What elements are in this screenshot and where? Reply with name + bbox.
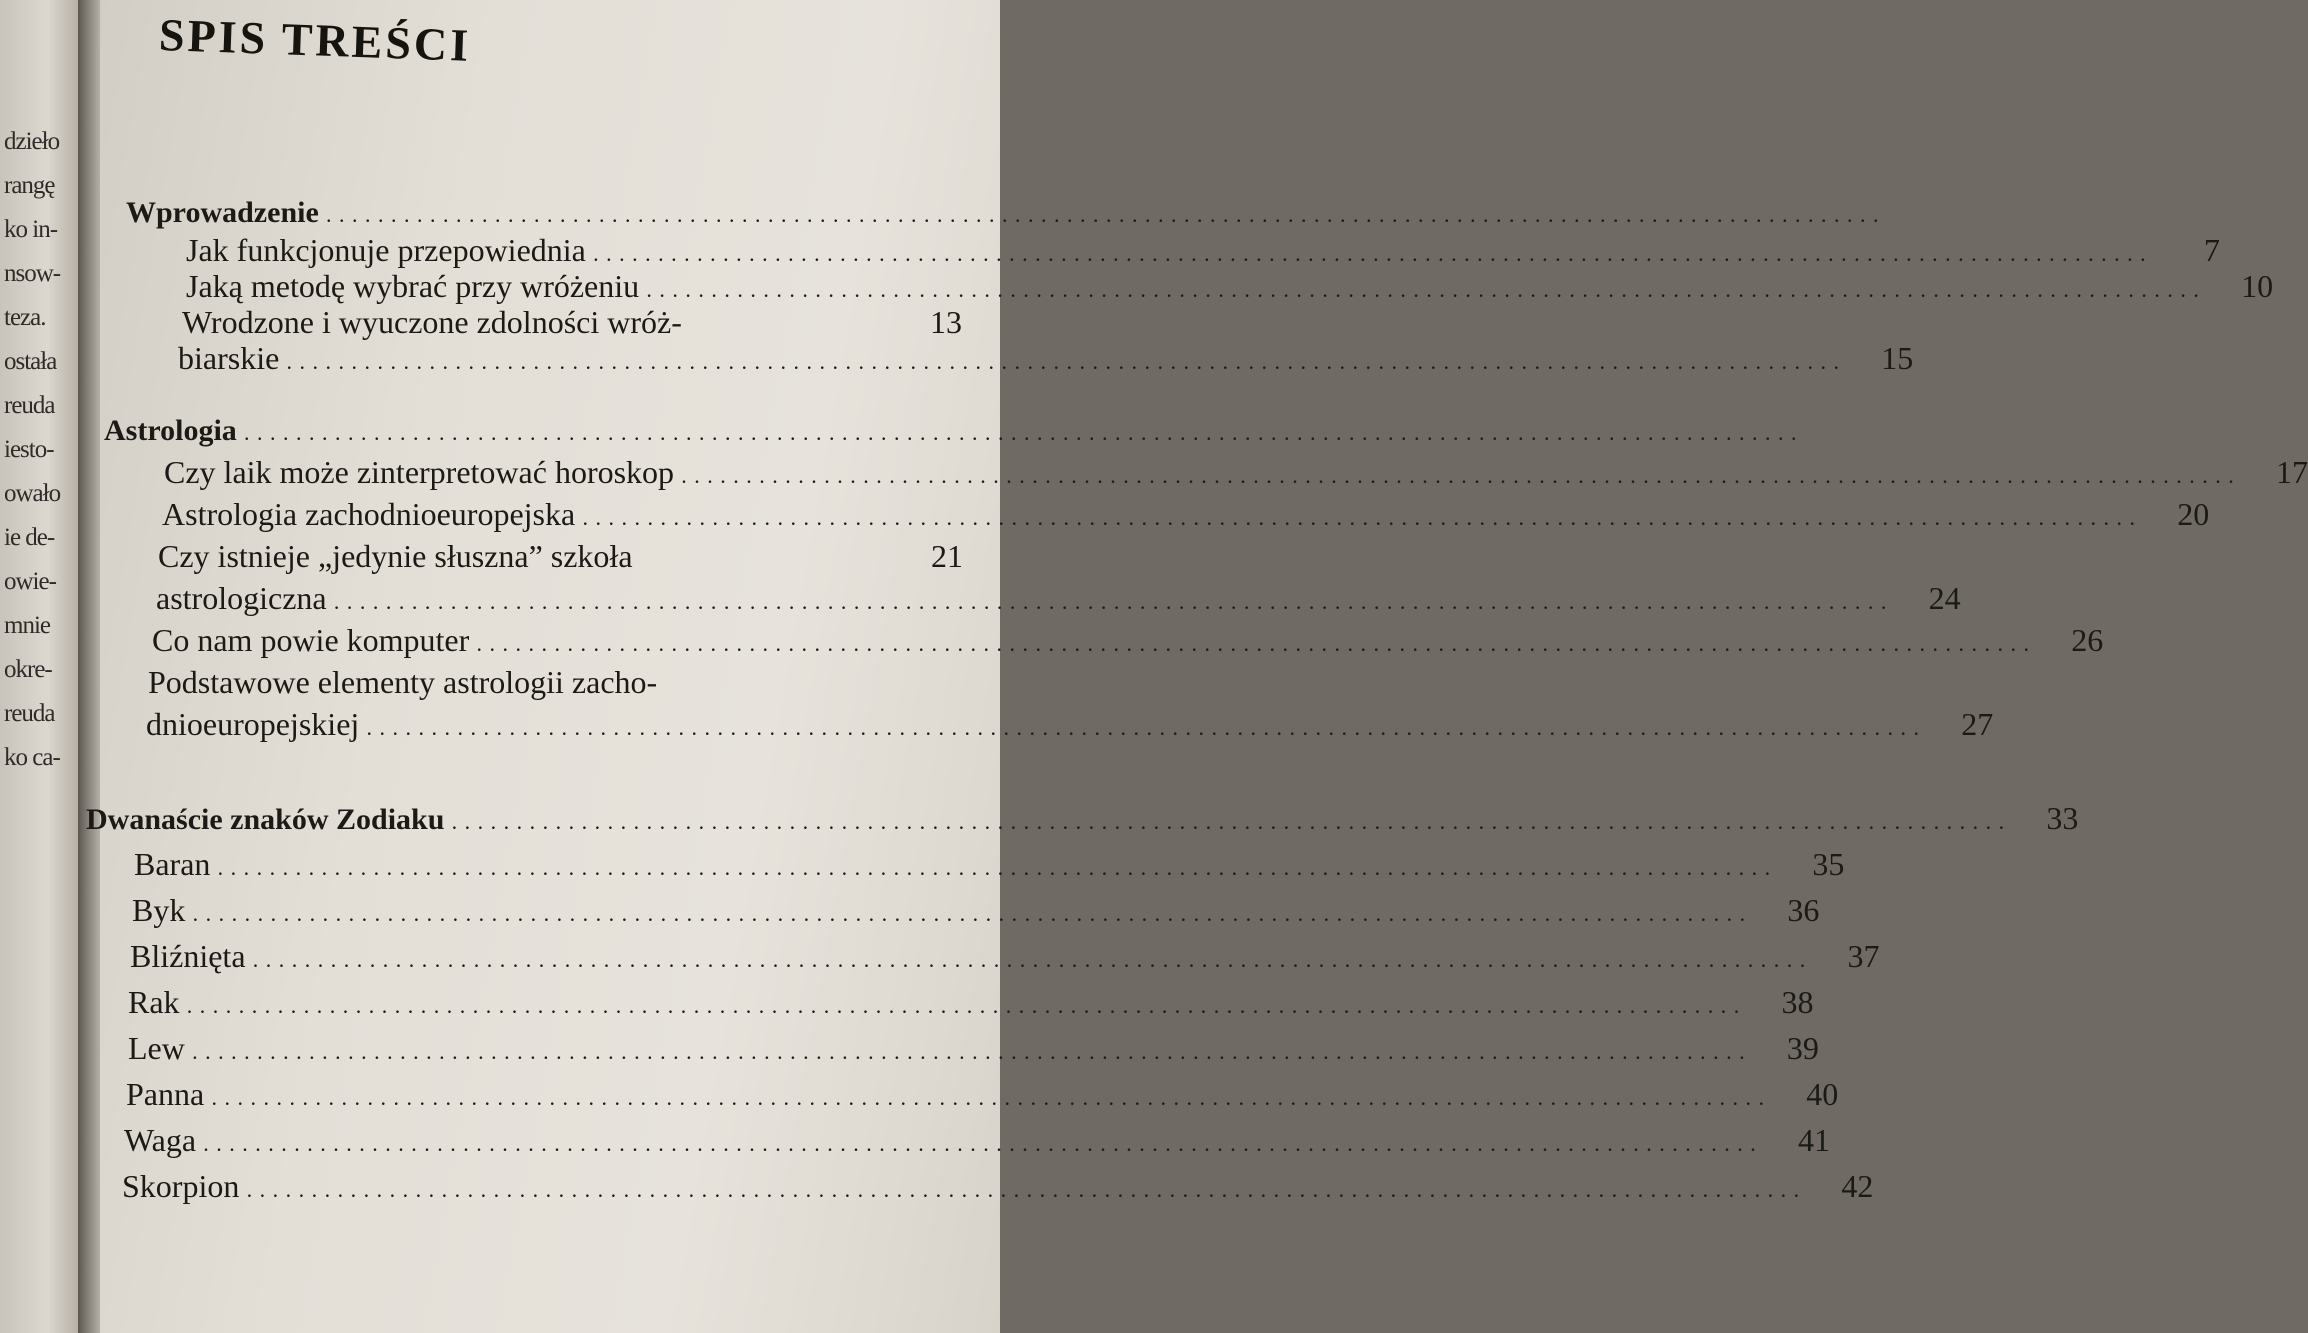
dot-leader: ........................................................................................................................ <box>192 1046 1753 1063</box>
page-title: SPIS TREŚCI <box>158 8 472 71</box>
toc-entry-label: Lew <box>128 1030 185 1066</box>
toc-entry-label: Astrologia zachodnioeuropejska <box>162 496 576 532</box>
dot-leader: ........................................................................................................................ <box>287 356 1848 373</box>
toc-section-heading <box>104 414 1805 448</box>
toc-entry-label: Jak funkcjonuje przepowiednia <box>186 232 586 268</box>
toc-section-page: 33 <box>2046 800 2079 836</box>
left-page-text: reuda <box>4 392 55 419</box>
left-page-text: owie- <box>4 568 56 595</box>
toc-entry-label: Waga <box>124 1122 197 1158</box>
toc-entry <box>152 622 2104 659</box>
toc-entry-label: Rak <box>128 984 180 1020</box>
toc-entry <box>134 846 1845 883</box>
toc-entry <box>186 268 2274 305</box>
toc-entry-page: 17 <box>2276 454 2308 490</box>
toc-entry-page: 37 <box>1847 938 1880 974</box>
left-page-text: okre- <box>4 656 52 683</box>
dot-leader: ........................................................................................................................ <box>247 1184 1808 1201</box>
toc-entry <box>122 1168 1874 1205</box>
toc-entry-page: 36 <box>1787 892 1820 928</box>
toc-section-title: Dwanaście znaków Zodiaku <box>86 803 445 836</box>
toc-entry <box>182 304 962 341</box>
toc-entry-label: Wrodzone i wyuczone zdolności wróż- <box>182 304 682 340</box>
left-page-text: nsow- <box>4 260 61 287</box>
dot-leader: ........................................................................................................................ <box>204 1138 1765 1155</box>
toc-entry-page: 39 <box>1786 1030 1819 1066</box>
dot-leader: ........................................................................................................................ <box>326 209 1887 226</box>
toc-entry-label: Jaką metodę wybrać przy wróżeniu <box>186 268 640 304</box>
toc-section-title: Astrologia <box>104 414 237 447</box>
toc-entry-label: Skorpion <box>122 1168 240 1204</box>
toc-entry-page: 35 <box>1812 846 1845 882</box>
left-page-text: ie de- <box>4 524 55 551</box>
toc-entry-label: Baran <box>134 846 211 882</box>
dot-leader: ........................................................................................................................ <box>647 284 2208 301</box>
dot-leader: ........................................................................................................................ <box>253 954 1814 971</box>
book-gutter <box>78 0 100 1333</box>
contents-page <box>86 0 2308 1333</box>
left-page <box>0 0 78 1333</box>
toc-entry <box>186 232 2220 269</box>
toc-entry <box>132 892 1820 929</box>
dot-leader: ........................................................................................................................ <box>193 908 1754 925</box>
toc-entry <box>162 496 2210 533</box>
dot-leader: ........................................................................................................................ <box>583 512 2144 529</box>
toc-entry-label: Bliźnięta <box>130 938 246 974</box>
dot-leader: ........................................................................................................................ <box>452 816 2013 833</box>
left-page-text: ostała <box>4 348 57 375</box>
toc-entry-page: 20 <box>2177 496 2210 532</box>
toc-entry-label: Co nam powie komputer <box>152 622 470 658</box>
left-page-text: ko in- <box>4 216 58 243</box>
left-page-text: owało <box>4 480 61 507</box>
dot-leader: ........................................................................................................................ <box>218 862 1779 879</box>
dot-leader: ........................................................................................................................ <box>334 596 1895 613</box>
dot-leader: ........................................................................................................................ <box>244 427 1805 444</box>
dot-leader: ........................................................................................................................ <box>682 470 2243 487</box>
toc-entry-page: 26 <box>2071 622 2104 658</box>
toc-section-heading <box>86 800 2079 837</box>
toc-entry-label: dnioeuropejskiej <box>146 706 360 742</box>
toc-entry <box>164 454 2308 491</box>
left-page-text: iesto- <box>4 436 54 463</box>
left-page-text: ko ca- <box>4 744 60 771</box>
toc-entry-label: Czy laik może zinterpretować horoskop <box>164 454 675 490</box>
toc-entry-page: 13 <box>930 304 962 340</box>
toc-entry-page: 21 <box>931 538 963 574</box>
toc-entry-page: 7 <box>2203 232 2220 268</box>
toc-entry <box>128 1030 1819 1067</box>
toc-entry-label: astrologiczna <box>156 580 327 616</box>
left-page-text: teza. <box>4 304 46 331</box>
dot-leader: ........................................................................................................................ <box>212 1092 1773 1109</box>
toc-entry-label: Podstawowe elementy astrologii zacho- <box>148 664 658 700</box>
table-of-contents <box>86 0 2308 1333</box>
toc-entry <box>158 538 963 575</box>
toc-entry <box>126 1076 1839 1113</box>
toc-entry <box>146 706 1994 743</box>
left-page-text: dzieło <box>4 128 60 155</box>
toc-entry-page: 24 <box>1928 580 1961 616</box>
toc-entry-page: 10 <box>2241 268 2274 304</box>
dot-leader: ........................................................................................................................ <box>367 722 1928 739</box>
toc-section-heading <box>126 196 1887 230</box>
toc-entry <box>124 1122 1831 1159</box>
toc-entry-label: biarskie <box>178 340 280 376</box>
toc-entry-page: 15 <box>1881 340 1914 376</box>
dot-leader: ........................................................................................................................ <box>187 1000 1748 1017</box>
toc-entry-label: Panna <box>126 1076 205 1112</box>
toc-entry-page: 41 <box>1798 1122 1831 1158</box>
toc-entry <box>128 984 1814 1021</box>
left-page-text: mnie <box>4 612 50 639</box>
toc-entry-label: Czy istnieje „jedynie słuszna” szkoła <box>158 538 633 574</box>
toc-entry <box>148 664 963 701</box>
toc-entry <box>130 938 1880 975</box>
toc-entry-page: 27 <box>1961 706 1994 742</box>
toc-entry-page: 42 <box>1841 1168 1874 1204</box>
dot-leader: ........................................................................................................................ <box>477 638 2038 655</box>
toc-entry <box>178 340 1914 377</box>
toc-section-title: Wprowadzenie <box>126 196 319 229</box>
toc-entry-label: Byk <box>132 892 186 928</box>
left-page-text: reuda <box>4 700 55 727</box>
dot-leader: ........................................................................................................................ <box>593 248 2154 265</box>
toc-entry <box>156 580 1961 617</box>
left-page-text: rangę <box>4 172 55 199</box>
toc-entry-page: 38 <box>1781 984 1814 1020</box>
toc-entry-page: 40 <box>1806 1076 1839 1112</box>
